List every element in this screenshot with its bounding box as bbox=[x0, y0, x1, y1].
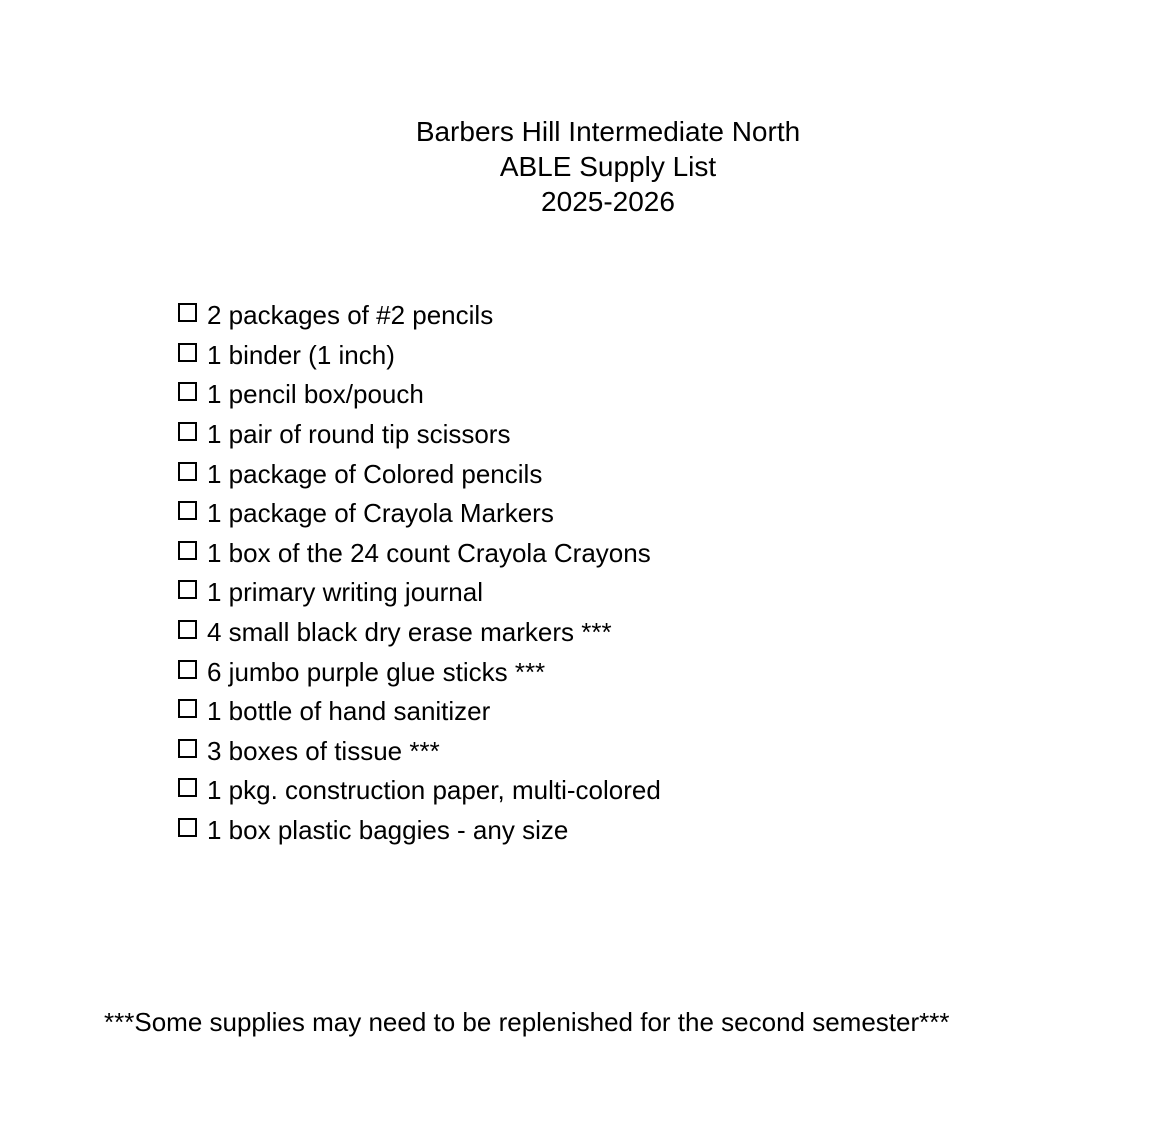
checkbox-icon[interactable] bbox=[178, 541, 197, 560]
supply-item-label: 1 box plastic baggies - any size bbox=[207, 815, 569, 846]
checkbox-icon[interactable] bbox=[178, 699, 197, 718]
checkbox-icon[interactable] bbox=[178, 343, 197, 362]
supply-item-label: 1 box of the 24 count Crayola Crayons bbox=[207, 537, 651, 568]
checkbox-icon[interactable] bbox=[178, 382, 197, 401]
supply-item bbox=[178, 811, 661, 851]
supply-item-label: 6 jumbo purple glue sticks *** bbox=[207, 656, 546, 687]
supply-item bbox=[178, 534, 661, 574]
supply-item bbox=[178, 375, 661, 415]
list-title: ABLE Supply List bbox=[499, 151, 717, 182]
supply-item bbox=[178, 771, 661, 811]
supply-item bbox=[178, 692, 661, 732]
checkbox-icon[interactable] bbox=[178, 501, 197, 520]
checkbox-icon[interactable] bbox=[178, 660, 197, 679]
supply-item-label: 2 packages of #2 pencils bbox=[207, 300, 494, 331]
supply-item bbox=[178, 652, 661, 692]
supply-item-label: 1 pencil box/pouch bbox=[207, 379, 424, 410]
supply-item-label: 1 pair of round tip scissors bbox=[207, 419, 511, 450]
checkbox-icon[interactable] bbox=[178, 778, 197, 797]
checkbox-icon[interactable] bbox=[178, 620, 197, 639]
document-header bbox=[0, 114, 1168, 219]
supply-item-label: 1 bottle of hand sanitizer bbox=[207, 696, 491, 727]
supply-item bbox=[178, 296, 661, 336]
supply-item-label: 1 package of Crayola Markers bbox=[207, 498, 554, 529]
checkbox-icon[interactable] bbox=[178, 739, 197, 758]
supply-item-label: 1 primary writing journal bbox=[207, 577, 483, 608]
supply-item bbox=[178, 732, 661, 772]
supply-item bbox=[178, 573, 661, 613]
supply-list bbox=[178, 296, 661, 850]
replenish-note: ***Some supplies may need to be replenished for the second semester*** bbox=[104, 1007, 950, 1037]
supply-item bbox=[178, 494, 661, 534]
checkbox-icon[interactable] bbox=[178, 462, 197, 481]
supply-item bbox=[178, 613, 661, 653]
supply-item-label: 1 package of Colored pencils bbox=[207, 458, 543, 489]
checkbox-icon[interactable] bbox=[178, 580, 197, 599]
supply-item-label: 1 pkg. construction paper, multi-colored bbox=[207, 775, 661, 806]
school-year: 2025-2026 bbox=[541, 186, 675, 217]
checkbox-icon[interactable] bbox=[178, 422, 197, 441]
checkbox-icon[interactable] bbox=[178, 818, 197, 837]
school-name: Barbers Hill Intermediate North bbox=[415, 116, 801, 147]
supply-item-label: 4 small black dry erase markers *** bbox=[207, 617, 612, 648]
checkbox-icon[interactable] bbox=[178, 303, 197, 322]
supply-item-label: 3 boxes of tissue *** bbox=[207, 735, 440, 766]
supply-item bbox=[178, 336, 661, 376]
supply-item bbox=[178, 415, 661, 455]
supply-item bbox=[178, 454, 661, 494]
supply-item-label: 1 binder (1 inch) bbox=[207, 339, 395, 370]
